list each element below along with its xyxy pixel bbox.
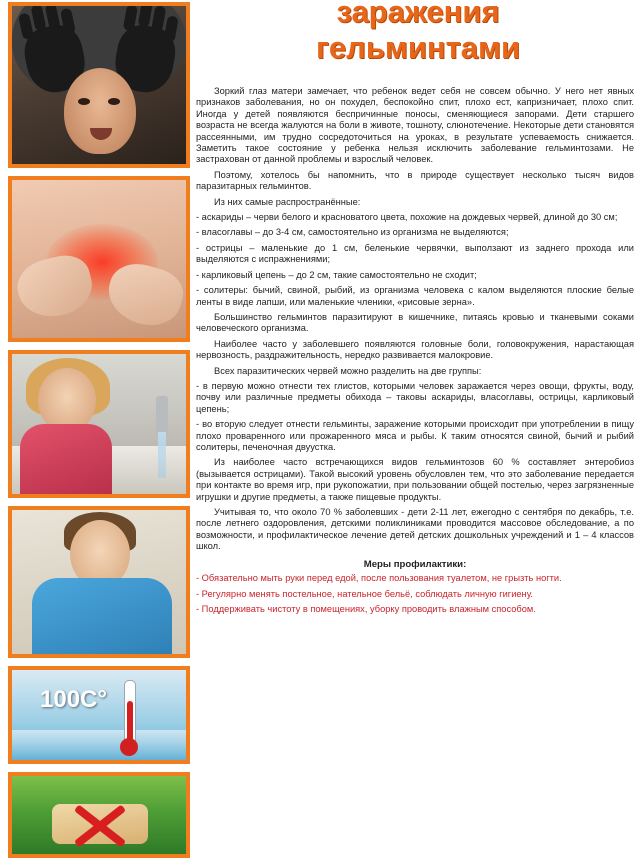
- paragraph: - аскариды – черви белого и красноватого цвета, похожие на дождевых червей, длиной до 30 см;: [196, 212, 618, 223]
- paragraph: Наиболее часто у заболевшего появляются головные боли, головокружения, нарастающая нервозность, раздражительность, нередко развивается малокровие.: [196, 338, 634, 361]
- paragraph: - во вторую следует отнести гельминты, заражение которыми происходит при употреблении в пищу плохо проваренного или прожаренного мяса и рыбы. К таким относятся свиной, бычий и рыбий солитеры, печеночная двуустка.: [196, 419, 634, 452]
- paragraph: Из них самые распространённые:: [214, 196, 361, 207]
- paragraph: Всех паразитических червей можно разделить на две группы:: [214, 365, 482, 376]
- paragraph: - власоглавы – до 3-4 см, самостоятельно из организма не выделяются;: [196, 227, 509, 238]
- water-surface: [12, 730, 186, 760]
- girl-body: [20, 424, 112, 494]
- measures-list: [196, 573, 634, 616]
- water-stream: [158, 432, 166, 478]
- list-item: - Поддерживать чистоту в помещениях, уборку проводить влажным способом.: [196, 604, 536, 615]
- paragraph: Зоркий глаз матери замечает, что ребенок ведет себя не совсем обычно. У него нет явных признаков заболевания, но он похудел, беспокойно спит, плохо ест, капризничает, плохо спит. Иногда у детей появляются беспричинные поносы, сменяющиеся запорами. Дети старшего возраста не всегда жалуются на боли в животе, тошноту, слюнотечение. Некоторые дети становятся рассеянными, им трудно сосредоточиться на уроках, в результате успеваемость снижается. Заметить такое состояние у ребенка нельзя исключить заболевание гельминтозами. Не застрахован от данной проблемы и взрослый человек.: [196, 86, 634, 165]
- faucet: [156, 396, 168, 436]
- contaminated-food-photo: [8, 772, 190, 858]
- page-title-line-1: заражения: [336, 0, 500, 29]
- child-black-hands-photo: [8, 2, 190, 168]
- boy-shirt: [32, 578, 172, 658]
- paragraph: - в первую можно отнести тех глистов, которыми человек заражается через овощи, фрукты, воду, почву или различные предметы обихода – таковы аскариды, власоглавы, острицы, карликовый цепень;: [196, 380, 634, 414]
- paragraph: Поэтому, хотелось бы напомнить, что в природе существует несколько тысяч видов паразитарных гельминтов.: [196, 169, 634, 192]
- thermometer-bulb: [120, 738, 138, 756]
- girl-washing-hands-photo: [8, 350, 190, 498]
- girl-head: [38, 368, 96, 432]
- child-eye-right: [108, 98, 120, 105]
- paragraph: - солитеры: бычий, свиной, рыбий, из организма человека с калом выделяются плоские белые ленты в виде лапши, или маленькие членики, «рисовые зерна».: [196, 285, 634, 307]
- thermometer-icon: [124, 680, 136, 744]
- paragraph: Из наиболее часто встречающихся видов гельминтозов 60 % составляет энтеробиоз (вызывается острицами). Такой высокий уровень обусловлен тем, что это заболевание передается при контакте во время игр, при рукопожатии, при пользовании общей постелью, через загрязненные игрушки и другие предметы, а также пищевые продукты.: [196, 457, 634, 502]
- temperature-label: 100С°: [40, 686, 107, 713]
- article-body: [196, 86, 634, 620]
- prohibition-cross-icon: [70, 798, 130, 850]
- page-title-line-2: гельминтами: [315, 30, 521, 65]
- paragraph: - карликовый цепень – до 2 см, такие самостоятельно не сходит;: [196, 269, 477, 280]
- paragraph: Большинство гельминтов паразитируют в кишечнике, питаясь кровью и тканевыми соками человеческого организма.: [196, 311, 634, 334]
- measures-heading: Меры профилактики:: [363, 558, 467, 570]
- photo-column: [8, 2, 190, 866]
- thermometer-photo: [8, 666, 190, 764]
- page-title: [196, 0, 640, 66]
- list-item: - Регулярно менять постельное, нательное бельё, соблюдать личную гигиену.: [196, 588, 533, 599]
- paragraph: Учитывая то, что около 70 % заболевших - дети 2-11 лет, ежегодно с сентября по декабрь, т.е. после летнего оздоровления, детскими поликлиниками проводится массовое обследование, а по возможности, и профилактическое лечение детей детских дошкольных учреждений и 1 – 4 классов школ.: [196, 507, 634, 552]
- boy-blue-shirt-photo: [8, 506, 190, 658]
- child-face: [64, 68, 136, 154]
- paragraph: - острицы – маленькие до 1 см, беленькие червячки, выползают из заднего прохода или выделяются с испражнениями;: [196, 242, 634, 265]
- child-eye-left: [78, 98, 90, 105]
- list-item: - Обязательно мыть руки перед едой, после пользования туалетом, не грызть ногти.: [196, 573, 562, 584]
- stomach-pain-photo: [8, 176, 190, 342]
